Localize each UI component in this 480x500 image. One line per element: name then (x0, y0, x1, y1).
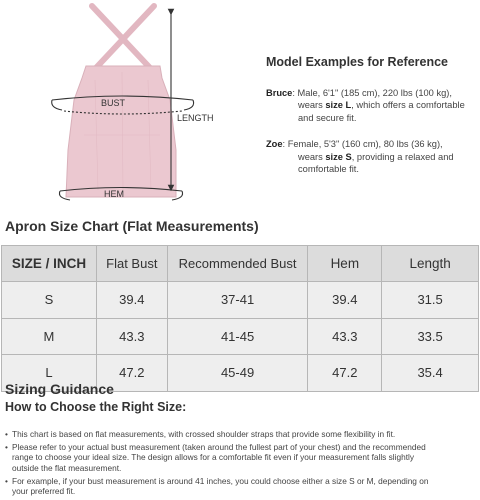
list-item (5, 429, 477, 439)
table-cell: 33.5 (382, 318, 479, 355)
apron-body (66, 66, 176, 197)
bullet-icon: • (5, 429, 8, 439)
model-fit-line-end: comfortable fit. (298, 164, 359, 175)
size-chart-table (1, 245, 479, 392)
table-cell: 39.4 (96, 282, 167, 319)
guidance-text-line: Please refer to your actual bust measurement (taken around the fullest part of your chest) and the recommended (12, 442, 426, 453)
table-cell: 43.3 (96, 318, 167, 355)
table-cell: 45-49 (167, 355, 308, 392)
column-header-hem: Hem (308, 246, 382, 282)
table-cell: 41-45 (167, 318, 308, 355)
list-item (5, 476, 477, 496)
guidance-text-line: outside the flat measurement. (12, 462, 122, 473)
guidance-text-line: your preferred fit. (12, 486, 76, 497)
wears-text: wears (298, 151, 326, 162)
table-row (2, 282, 479, 319)
apron-illustration (0, 0, 260, 212)
column-header-flat-bust: Flat Bust (96, 246, 167, 282)
table-cell: 47.2 (308, 355, 382, 392)
bust-label: BUST (101, 98, 126, 108)
guidance-subtitle: How to Choose the Right Size: (5, 400, 187, 414)
apron-straps (92, 6, 154, 70)
model-size: size L (325, 100, 352, 111)
fit-text: , providing a relaxed and (351, 151, 454, 162)
size-chart-title: Apron Size Chart (Flat Measurements) (5, 218, 259, 234)
model-examples (266, 55, 476, 175)
table-cell: 39.4 (308, 282, 382, 319)
table-cell: 37-41 (167, 282, 308, 319)
table-cell: 47.2 (96, 355, 167, 392)
bullet-icon: • (5, 442, 8, 453)
wears-text: wears (298, 100, 326, 111)
model-fit-line (266, 151, 476, 163)
table-cell: 35.4 (382, 355, 479, 392)
guidance-text-line: For example, if your bust measurement is around 41 inches, you could choose either a size S or M, depending on (12, 475, 429, 486)
guidance-title: Sizing Guidance (5, 381, 114, 397)
guidance-list (5, 429, 477, 496)
bullet-icon: • (5, 475, 8, 486)
sizing-guidance (5, 381, 477, 499)
column-header-size: SIZE / INCH (2, 246, 97, 282)
table-cell: 43.3 (308, 318, 382, 355)
table-row (2, 318, 479, 355)
model-fit-line-end: and secure fit. (298, 112, 357, 123)
model-name: Zoe (266, 139, 283, 150)
model-size: size S (325, 151, 352, 162)
table-cell: 31.5 (382, 282, 479, 319)
hem-label: HEM (104, 189, 124, 199)
length-label: LENGTH (177, 113, 214, 123)
model-bruce (266, 87, 476, 124)
apron-diagram (0, 0, 260, 212)
model-zoe (266, 138, 476, 175)
fit-text: , which offers a comfortable (351, 100, 465, 111)
model-examples-title: Model Examples for Reference (266, 55, 449, 69)
guidance-text-line: This chart is based on flat measurements, with crossed shoulder straps that provide some flexibility in fit. (12, 429, 396, 439)
table-header-row (2, 246, 479, 282)
model-name: Bruce (266, 88, 293, 98)
model-stats: : Female, 5'3" (160 cm), 80 lbs (36 kg), (282, 139, 443, 150)
table-cell-size: S (2, 282, 97, 319)
column-header-recommended-bust: Recommended Bust (167, 246, 308, 282)
list-item (5, 442, 477, 473)
model-fit-line (266, 99, 476, 111)
model-stats: : Male, 6'1" (185 cm), 220 lbs (100 kg), (292, 88, 452, 98)
column-header-length: Length (382, 246, 479, 282)
table-cell-size: L (2, 355, 97, 392)
table-cell-size: M (2, 318, 97, 355)
guidance-text-line: range to choose your ideal size. The design allows for a comfortable fit even if your measurement falls slightly (12, 452, 414, 463)
